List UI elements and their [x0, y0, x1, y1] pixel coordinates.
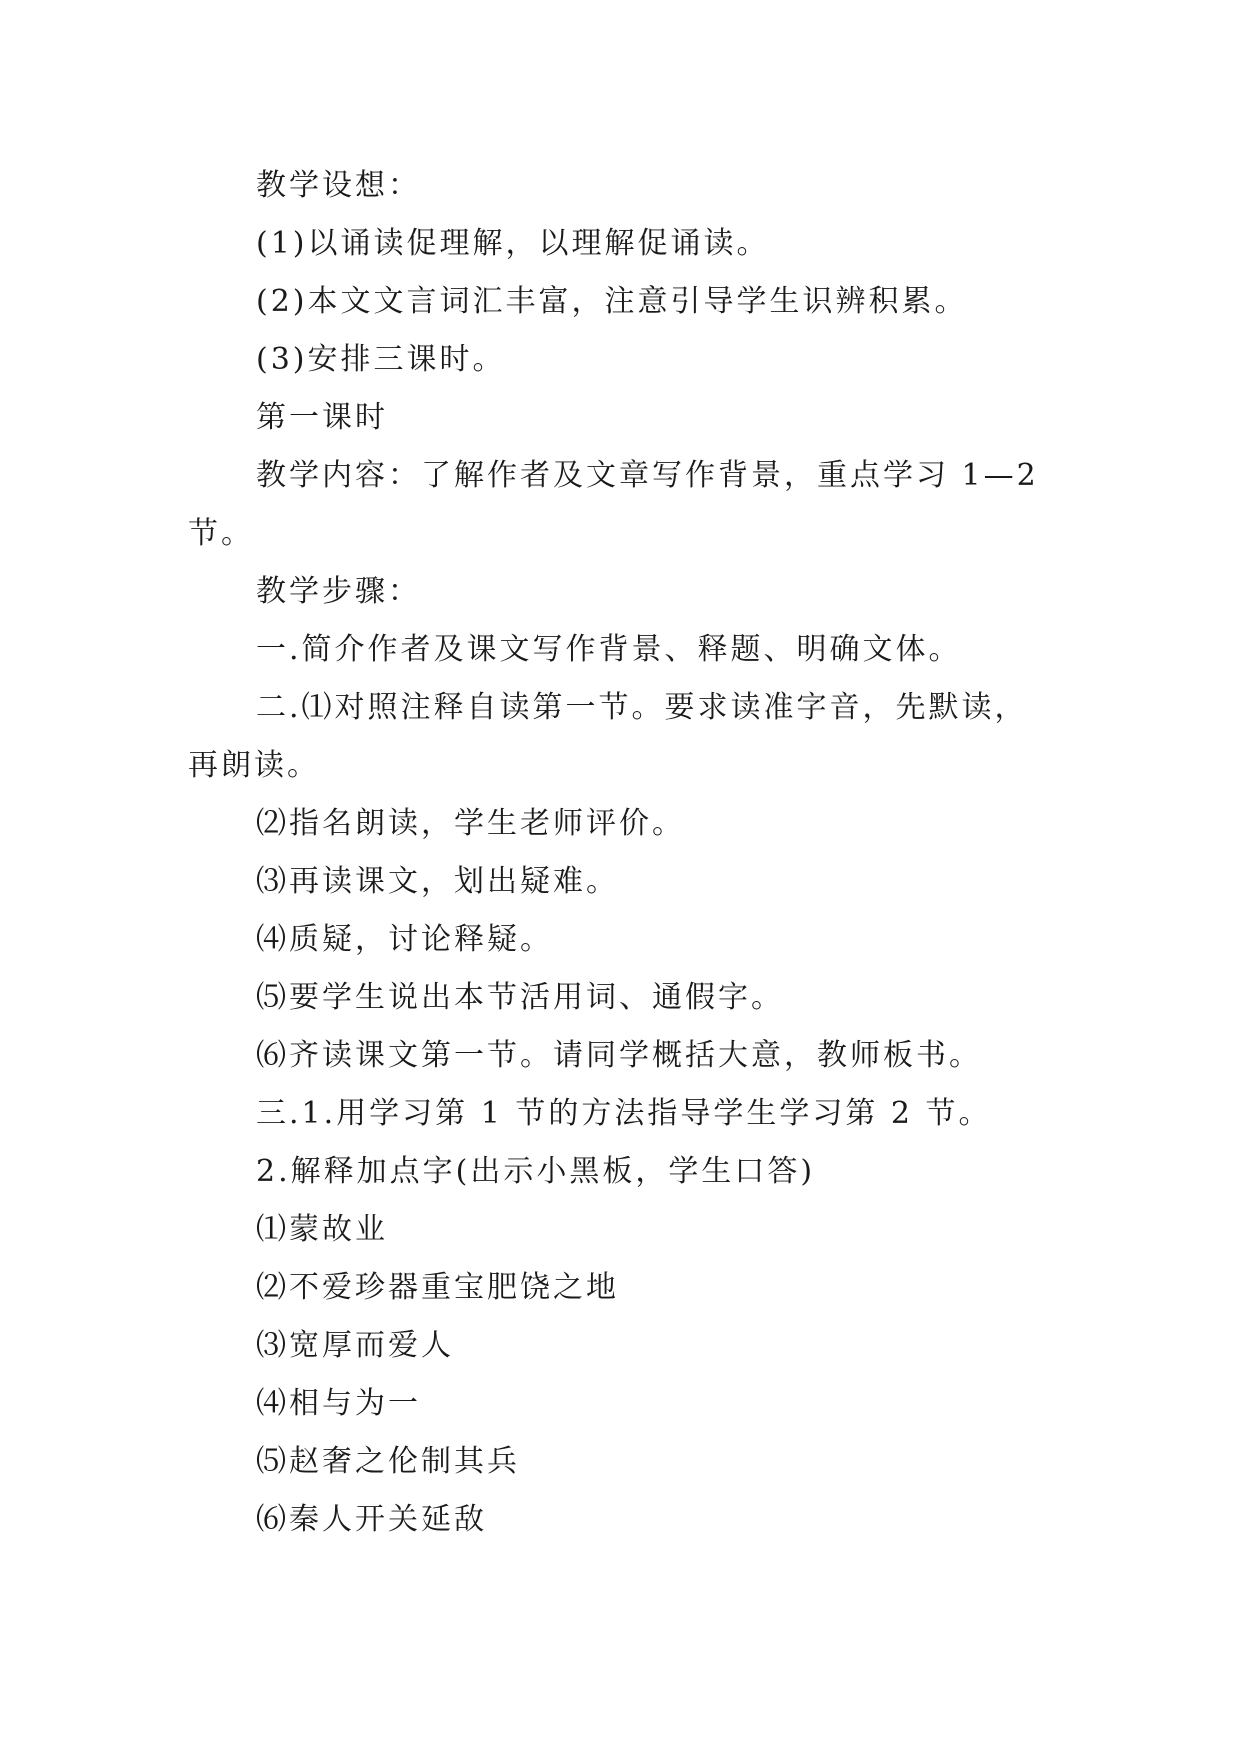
step-subitem: ⑸要学生说出本节活用词、通假字。 [256, 980, 784, 1015]
step-item: 一.简介作者及课文写作背景、释题、明确文体。 [256, 632, 962, 667]
list-item: (2)本文文言词汇丰富，注意引导学生识辨积累。 [256, 284, 968, 319]
vocab-item: ⑸赵奢之伦制其兵 [256, 1444, 520, 1479]
vocab-item: ⑹秦人开关延敌 [256, 1502, 487, 1537]
vocab-item: ⑴蒙故业 [256, 1212, 388, 1247]
step-item: 三.1.用学习第 1 节的方法指导学生学习第 2 节。 [256, 1096, 992, 1131]
step-item: 2.解释加点字(出示小黑板，学生口答) [256, 1154, 816, 1189]
step-subitem: ⑹齐读课文第一节。请同学概括大意，教师板书。 [256, 1038, 982, 1073]
heading-teaching-idea: 教学设想： [256, 168, 421, 203]
paragraph-line-continued: 节。 [188, 516, 254, 551]
step-item: 二.⑴对照注释自读第一节。要求读准字音，先默读， [256, 690, 1028, 725]
step-item-continued: 再朗读。 [188, 748, 320, 783]
vocab-item: ⑷相与为一 [256, 1386, 421, 1421]
list-item: (3)安排三课时。 [256, 342, 506, 377]
paragraph-line: 教学内容：了解作者及文章写作背景，重点学习 1—2 [256, 458, 1039, 493]
vocab-item: ⑶宽厚而爱人 [256, 1328, 454, 1363]
heading-teaching-steps: 教学步骤： [256, 574, 421, 609]
step-subitem: ⑵指名朗读，学生老师评价。 [256, 806, 685, 841]
step-subitem: ⑶再读课文，划出疑难。 [256, 864, 619, 899]
step-subitem: ⑷质疑，讨论释疑。 [256, 922, 553, 957]
list-item: (1)以诵读促理解，以理解促诵读。 [256, 226, 770, 261]
document-body [188, 157, 1058, 1549]
section-title-first-lesson: 第一课时 [256, 400, 388, 435]
vocab-item: ⑵不爱珍器重宝肥饶之地 [256, 1270, 619, 1305]
